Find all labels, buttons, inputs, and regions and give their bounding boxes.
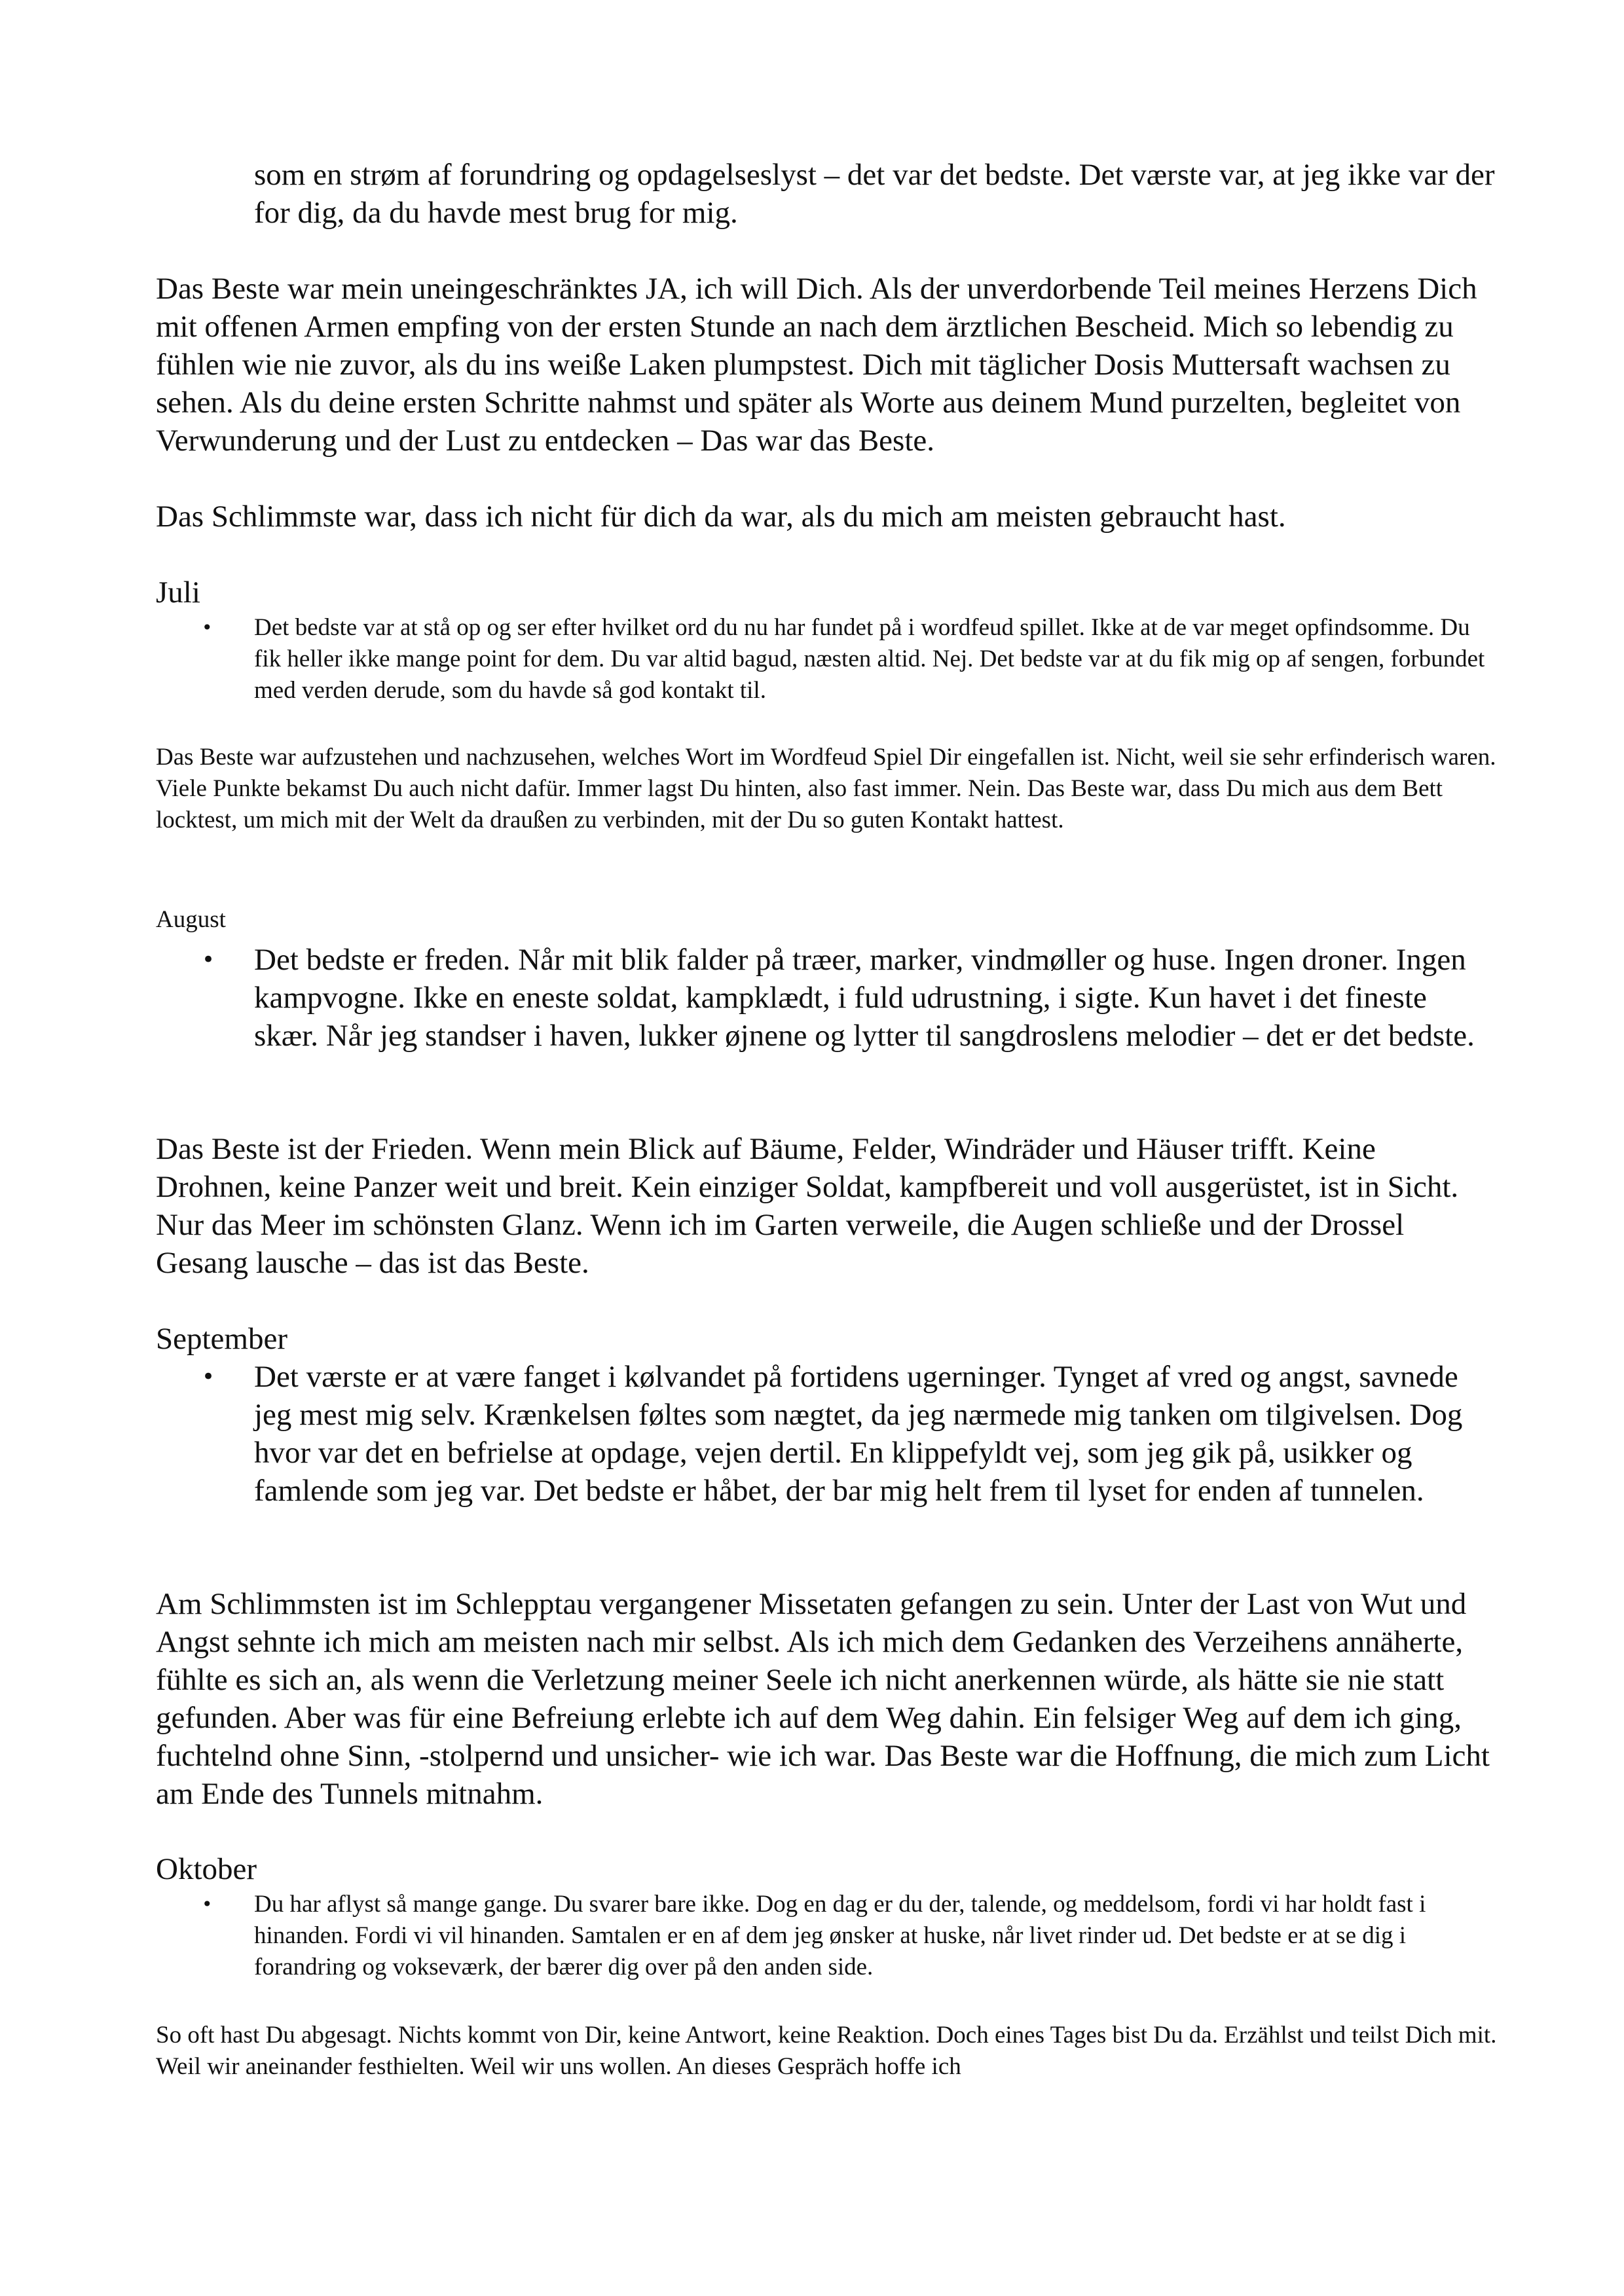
bullet-icon: • <box>202 1893 213 1915</box>
paragraph-german-best-yes: Das Beste war mein uneingeschränktes JA, ich will Dich. Als der unverdorbende Teil meines Herzens Dich mit offenen Armen empfing von der ersten Stunde an nach dem ärztlichen Bescheid. Mich so lebendig zu fühlen wie nie zuvor, als du ins weiße Laken plumpstest. Dich mit täglicher Dosis Muttersaft wachsen zu sehen. Als du deine ersten Schritte nahmst und später als Worte aus deinem Mund purzelten, begleitet von Verwunderung und der Lust zu entdecken – Das war das Beste. <box>156 272 1477 458</box>
list-item-september-danish <box>156 1358 1498 1510</box>
list-item-text: Det værste er at være fanget i kølvandet på fortidens ugerninger. Tynget af vred og angst, savnede jeg mest mig selv. Krænkelsen føltes som nægtet, da jeg nærmede mig tanken om tilgivelsen. Dog hvor var det en befrielse at opdage, vejen dertil. En klippefyldt vej, som jeg gik på, usikker og famlende som jeg var. Det bedste er håbet, der bar mig helt frem til lyset for enden af tunnelen. <box>254 1360 1463 1508</box>
bullet-list-juli <box>156 612 1498 706</box>
bullet-list-august <box>156 941 1498 1055</box>
bullet-icon: • <box>202 1364 215 1390</box>
bullet-icon: • <box>202 617 213 638</box>
paragraph-german-august: Das Beste ist der Frieden. Wenn mein Blick auf Bäume, Felder, Windräder und Häuser trifft. Keine Drohnen, keine Panzer weit und breit. Kein einziger Soldat, kampfbereit und voll ausgerüstet, ist in Sicht. Nur das Meer im schönsten Glanz. Wenn ich im Garten verweile, die Augen schließe und der Drossel Gesang lausche – das ist das Beste. <box>156 1132 1459 1280</box>
paragraph-german-oktober: So oft hast Du abgesagt. Nichts kommt von Dir, keine Antwort, keine Reaktion. Doch eines Tages bist Du da. Erzählst und teilst Dich mit. Weil wir aneinander festhielten. Weil wir uns wollen. An dieses Gespräch hoffe ich <box>156 2022 1497 2080</box>
list-item-text: Det bedste var at stå op og ser efter hvilket ord du nu har fundet på i wordfeud spillet. Ikke at de var meget opfindsomme. Du fik heller ikke mange point for dem. Du var altid bagud, næsten altid. Nej. Det bedste var at du fik mig op af sengen, forbundet med verden derude, som du havde så god kontakt til. <box>254 614 1485 704</box>
paragraph-danish-continuation: som en strøm af forundring og opdagelseslyst – det var det bedste. Det værste var, at jeg ikke var der for dig, da du havde mest brug for mig. <box>254 158 1495 230</box>
bullet-icon: • <box>202 947 215 973</box>
paragraph-german-worst: Das Schlimmste war, dass ich nicht für dich da war, als du mich am meisten gebraucht hast. <box>156 500 1286 534</box>
bullet-list-oktober <box>156 1889 1498 1983</box>
month-heading-juli: Juli <box>156 575 200 610</box>
list-item-text: Du har aflyst så mange gange. Du svarer bare ikke. Dog en dag er du der, talende, og meddelsom, fordi vi har holdt fast i hinanden. Fordi vi vil hinanden. Samtalen er en af dem jeg ønsker at huske, når livet rinder ud. Det bedste er at se dig i forandring og vokseværk, der bærer dig over på den anden side. <box>254 1891 1426 1980</box>
list-item-juli-danish <box>156 612 1498 706</box>
list-item-oktober-danish <box>156 1889 1498 1983</box>
paragraph-german-juli: Das Beste war aufzustehen und nachzusehen, welches Wort im Wordfeud Spiel Dir eingefallen ist. Nicht, weil sie sehr erfinderisch waren. Viele Punkte bekamst Du auch nicht dafür. Immer lagst Du hinten, also fast immer. Nein. Das Beste war, dass Du mich aus dem Bett locktest, um mich mit der Welt da draußen zu verbinden, mit der Du so guten Kontakt hattest. <box>156 744 1496 833</box>
month-heading-oktober: Oktober <box>156 1852 257 1886</box>
bullet-list-september <box>156 1358 1498 1510</box>
month-heading-august: August <box>156 906 226 933</box>
paragraph-german-september: Am Schlimmsten ist im Schlepptau vergangener Missetaten gefangen zu sein. Unter der Last von Wut und Angst sehnte ich mich am meisten nach mir selbst. Als ich mich dem Gedanken des Verzeihens annäherte, fühlte es sich an, als wenn die Verletzung meiner Seele ich nicht anerkennen würde, als hätte sie nie statt gefunden. Aber was für eine Befreiung erlebte ich auf dem Weg dahin. Ein felsiger Weg auf dem ich ging, fuchtelnd ohne Sinn, -stolpernd und unsicher- wie ich war. Das Beste war die Hoffnung, die mich zum Licht am Ende des Tunnels mitnahm. <box>156 1587 1490 1811</box>
list-item-text: Det bedste er freden. Når mit blik falder på træer, marker, vindmøller og huse. Ingen droner. Ingen kampvogne. Ikke en eneste soldat, kampklædt, i fuld udrustning, i sigte. Kun havet i det fineste skær. Når jeg standser i haven, lukker øjnene og lytter til sangdroslens melodier – det er det bedste. <box>254 943 1475 1053</box>
list-item-august-danish <box>156 941 1498 1055</box>
month-heading-september: September <box>156 1322 287 1356</box>
